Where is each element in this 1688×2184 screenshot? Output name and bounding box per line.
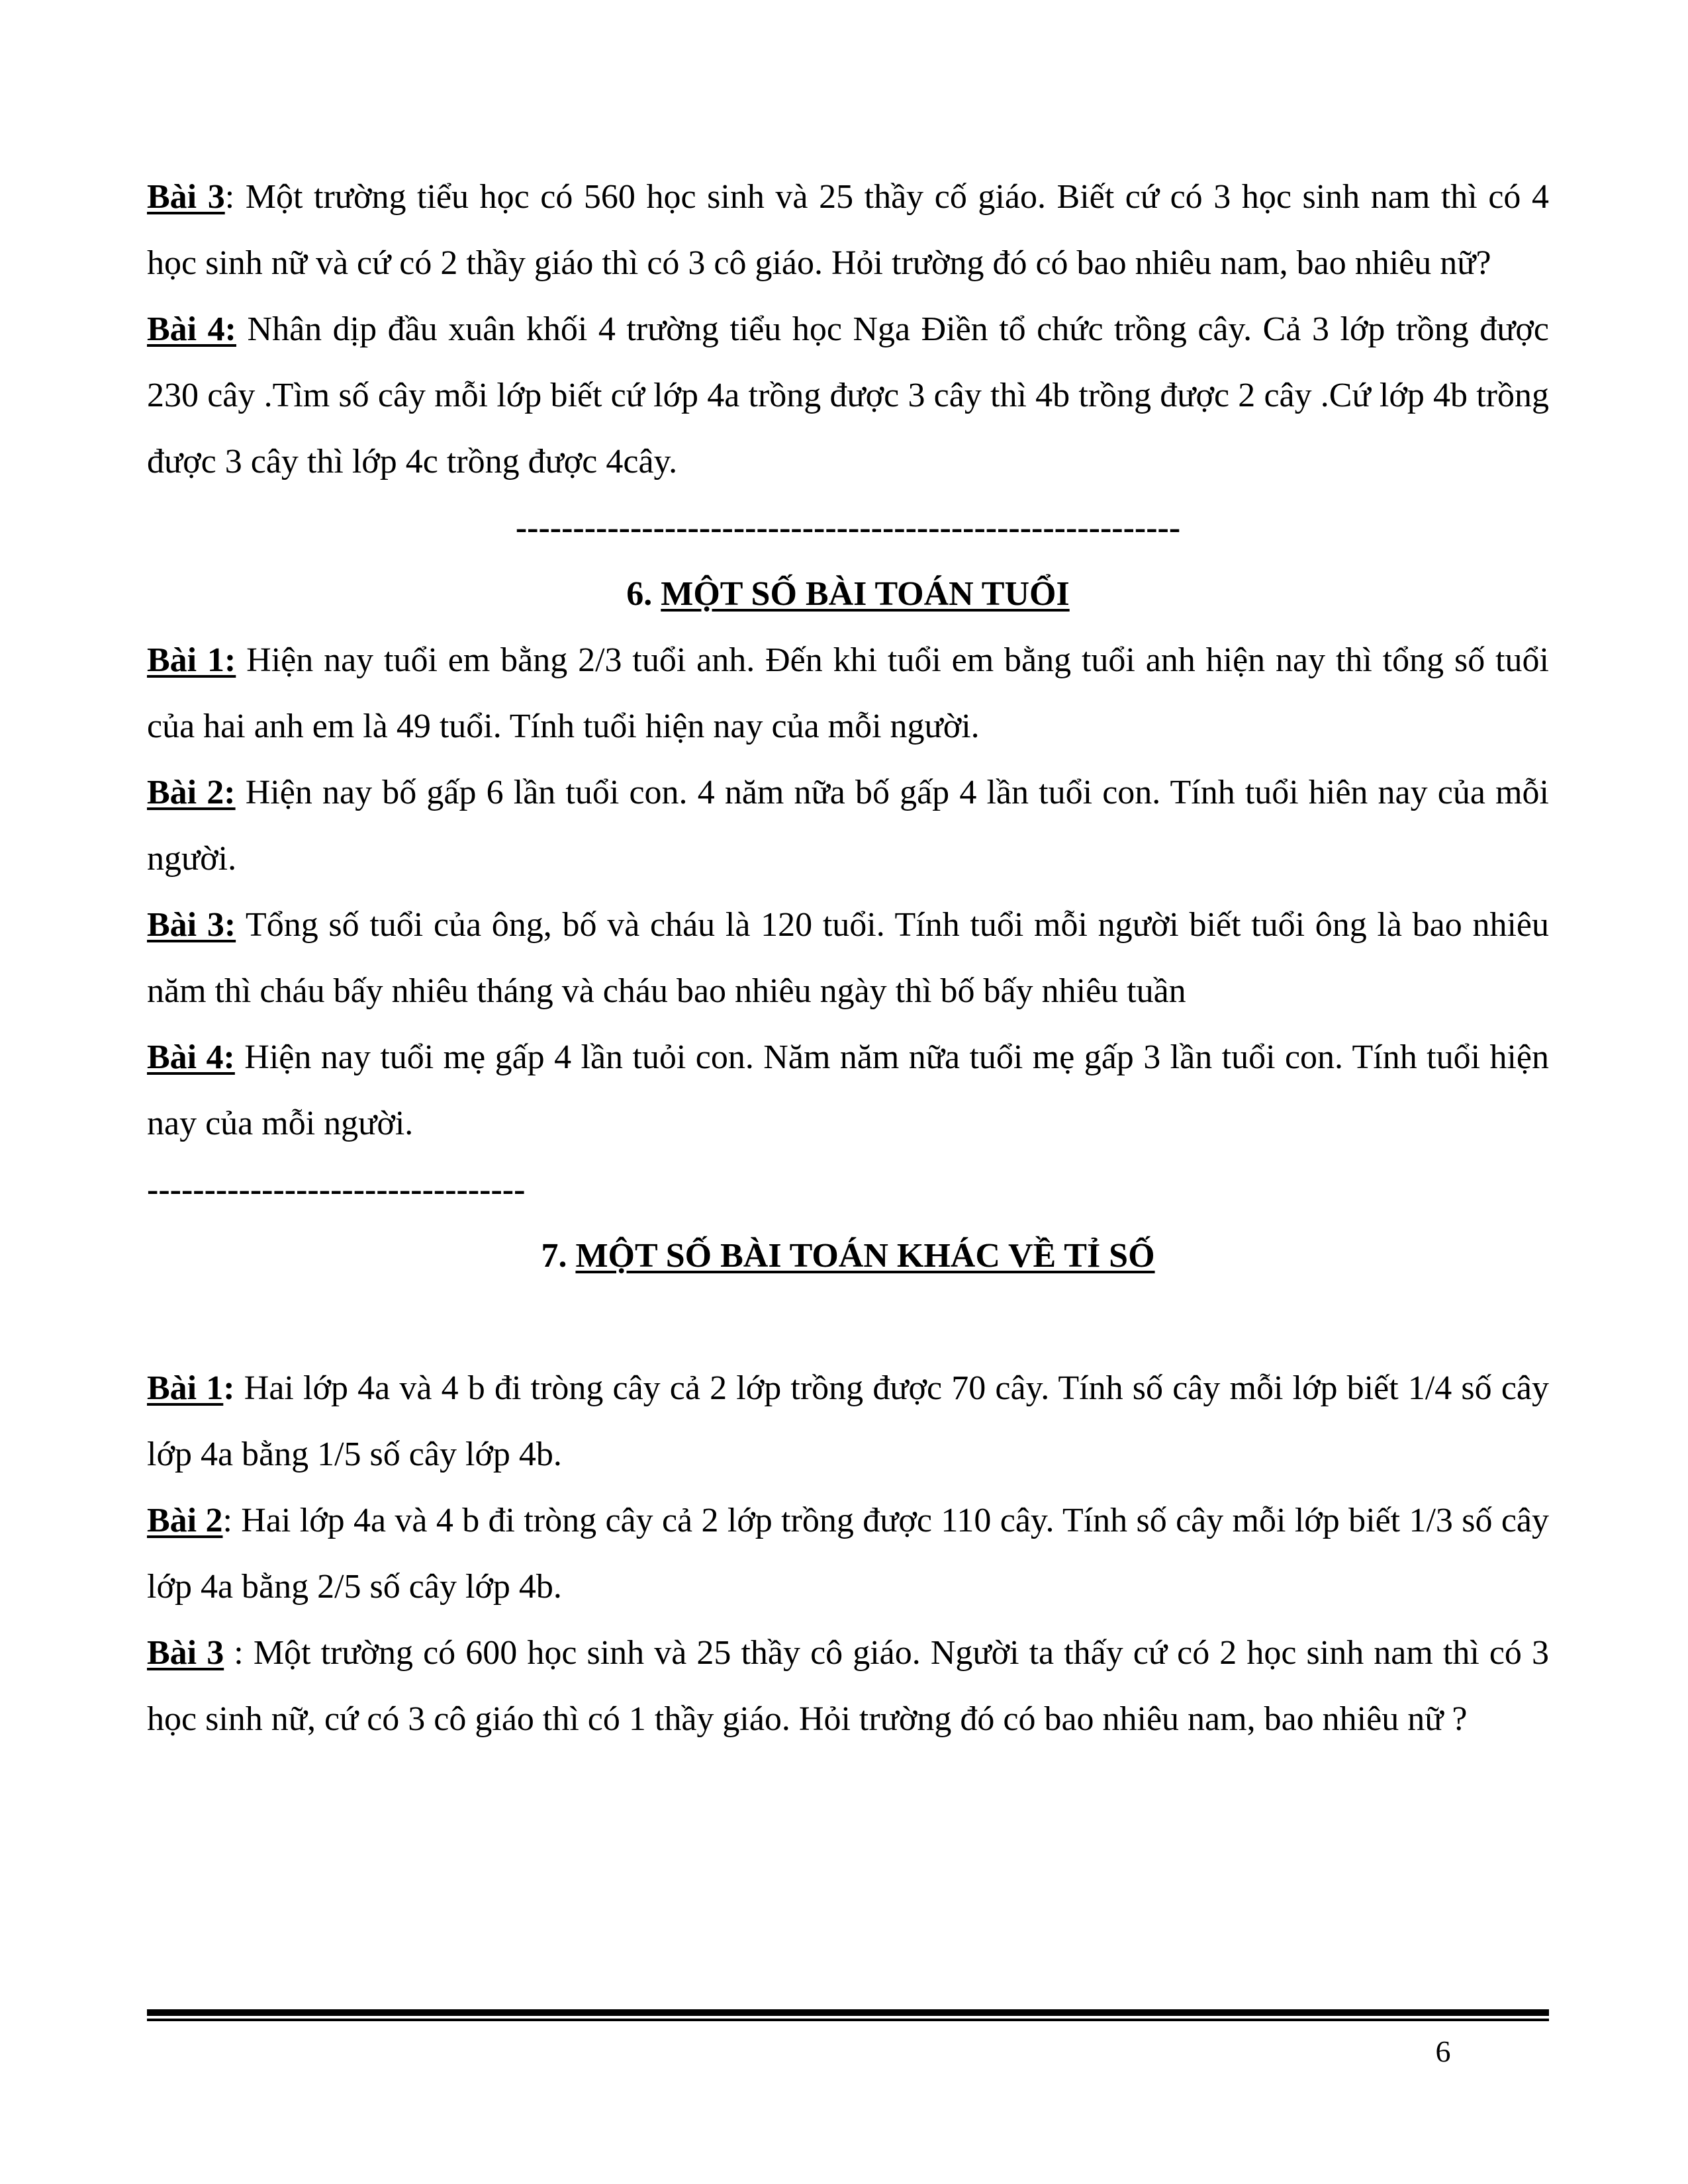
footer-rule-thin [147, 2019, 1549, 2021]
page-number: 6 [1435, 2034, 1451, 2068]
exercise-label: Bài 3 [147, 1634, 224, 1672]
exercise-label-sep: : [224, 178, 235, 216]
exercise-text: Hiện nay tuổi mẹ gấp 4 lần tuỏi con. Năm năm nữa tuổi mẹ gấp 3 lần tuổi con. Tính tuổi hiện nay của mỗi người. [147, 1038, 1549, 1142]
exercise-6-2 [147, 760, 1549, 892]
exercise-5-4 [147, 296, 1549, 495]
exercise-label: Bài 1 [147, 1369, 224, 1407]
exercise-text: Tổng số tuổi của ông, bố và cháu là 120 tuổi. Tính tuổi mỗi người biết tuổi ông là bao nhiêu năm thì cháu bấy nhiêu tháng và cháu bao nhiêu ngày thì bố bấy nhiêu tuần [147, 906, 1549, 1010]
exercise-7-2 [147, 1488, 1549, 1620]
exercise-6-1 [147, 627, 1549, 760]
exercise-label: Bài 2: [147, 774, 236, 811]
exercise-label: Bài 4: [147, 1038, 235, 1076]
exercise-text: : Một trường có 600 học sinh và 25 thầy cô giáo. Người ta thấy cứ có 2 học sinh nam thì có 3 học sinh nữ, cứ có 3 cô giáo thì có 1 thầy giáo. Hỏi trường đó có bao nhiêu nam, bao nhiêu nữ ? [147, 1634, 1549, 1738]
exercise-text: : Hai lớp 4a và 4 b đi tròng cây cả 2 lớp trồng được 110 cây. Tính số cây mỗi lớp biết 1/3 số cây lớp 4a bằng 2/5 số cây lớp 4b. [147, 1502, 1549, 1606]
exercise-text: Một trường tiểu học có 560 học sinh và 25 thầy cố giáo. Biết cứ có 3 học sinh nam thì có 4 học sinh nữ và cứ có 2 thầy giáo thì có 3 cô giáo. Hỏi trường đó có bao nhiêu nam, bao nhiêu nữ? [147, 178, 1549, 282]
exercise-label: Bài 3 [147, 178, 225, 216]
exercise-label-sep: : [223, 1369, 235, 1407]
exercise-6-3 [147, 892, 1549, 1024]
footer-rule-thick [147, 2009, 1549, 2016]
exercise-label: Bài 3: [147, 906, 236, 944]
exercise-text: Hiện nay bố gấp 6 lần tuổi con. 4 năm nữa bố gấp 4 lần tuổi con. Tính tuổi hiên nay của mỗi người. [147, 774, 1549, 878]
section-title: MỘT SỐ BÀI TOÁN KHÁC VỀ TỈ SỐ [575, 1237, 1155, 1275]
exercise-7-3 [147, 1620, 1549, 1752]
section-divider: --------------------------------- [147, 1171, 526, 1208]
exercise-label: Bài 2 [147, 1502, 223, 1539]
exercise-label: Bài 1: [147, 641, 236, 679]
section-number: 7. [541, 1237, 567, 1275]
exercise-7-1 [147, 1355, 1549, 1488]
section-divider: ---------------------------------------------------------- [515, 509, 1181, 547]
exercise-6-4 [147, 1024, 1549, 1157]
section-title: MỘT SỐ BÀI TOÁN TUỔI [661, 575, 1070, 613]
section-6-heading [147, 561, 1549, 627]
exercise-text: Hai lớp 4a và 4 b đi tròng cây cả 2 lớp trồng được 70 cây. Tính số cây mỗi lớp biết 1/4 số cây lớp 4a bằng 1/5 số cây lớp 4b. [147, 1369, 1549, 1473]
exercise-5-3 [147, 164, 1549, 296]
section-7-heading [147, 1223, 1549, 1289]
exercise-label: Bài 4: [147, 310, 236, 348]
section-number: 6. [626, 575, 653, 613]
exercise-text: Nhân dịp đầu xuân khối 4 trường tiểu học Nga Điền tổ chức trồng cây. Cả 3 lớp trồng được 230 cây .Tìm số cây mỗi lớp biết cứ lớp 4a trồng được 3 cây thì 4b trồng được 2 cây .Cứ lớp 4b trồng được 3 cây thì lớp 4c trồng được 4cây. [147, 310, 1549, 480]
document-body [147, 164, 1549, 1752]
footer-rule [147, 2009, 1549, 2023]
exercise-text: Hiện nay tuổi em bằng 2/3 tuổi anh. Đến khi tuổi em bằng tuổi anh hiện nay thì tổng số tuổi của hai anh em là 49 tuổi. Tính tuổi hiện nay của mỗi người. [147, 641, 1549, 745]
spacer [147, 1289, 1549, 1355]
